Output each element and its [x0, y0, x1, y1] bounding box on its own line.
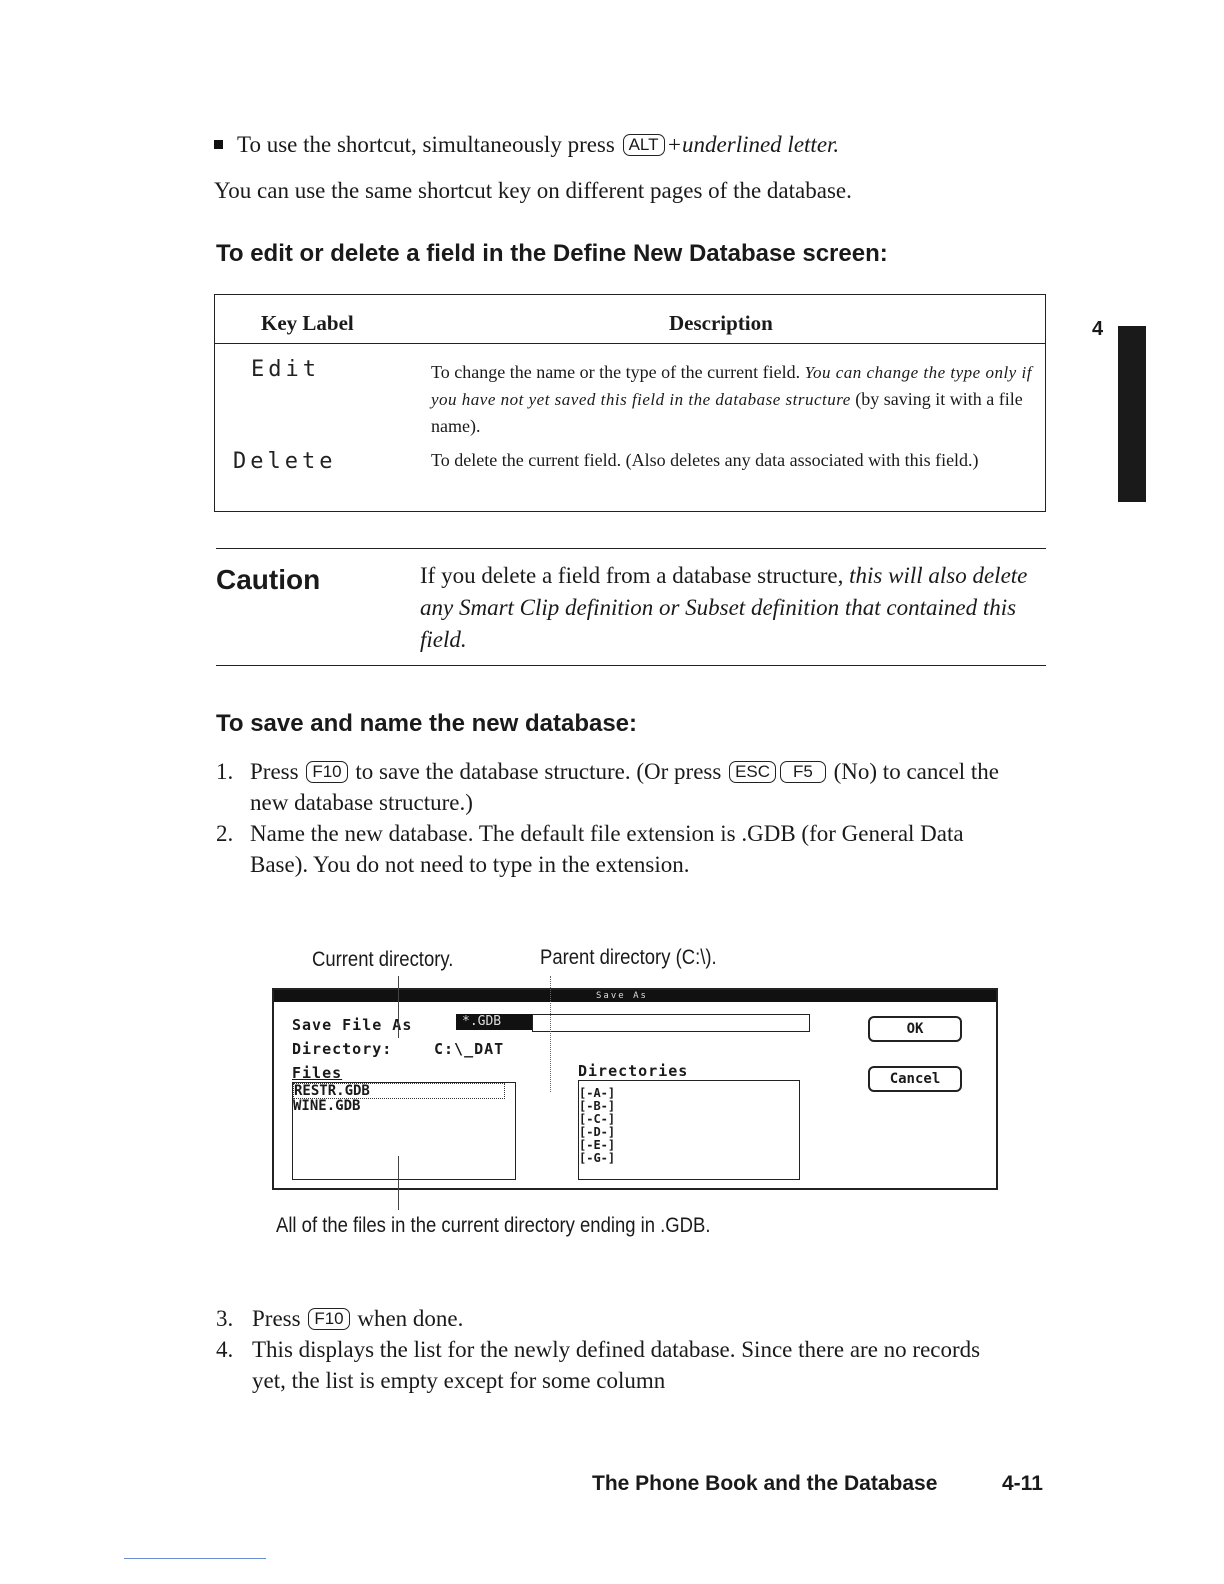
edit-key-label: Edit	[251, 357, 320, 382]
current-directory-leader	[398, 976, 399, 1038]
caution-text-italic: this will also delete any Smart Clip definition or Subset definition that contained this field.	[420, 563, 1028, 652]
cancel-button[interactable]: Cancel	[868, 1066, 962, 1092]
directory-item[interactable]: [-G-]	[579, 1151, 616, 1165]
caution-label: Caution	[216, 564, 321, 595]
directories-listbox[interactable]	[578, 1080, 800, 1180]
step-1	[216, 756, 1016, 818]
parent-directory-leader	[550, 976, 551, 1092]
shortcut-paragraph: You can use the same shortcut key on different pages of the database.	[214, 178, 852, 203]
footer-scan-line	[124, 1558, 266, 1559]
edit-desc-italic: You can change the type only if you have not yet saved this field in the database structure	[431, 363, 1032, 409]
file-item[interactable]: RESTR.GDB	[293, 1083, 505, 1099]
shortcut-bullet	[214, 129, 1054, 160]
dialog-title: Save As	[596, 991, 648, 1001]
col-key-label: Key Label	[261, 311, 354, 335]
caution-text-plain: If you delete a field from a database structure,	[420, 563, 844, 588]
directory-item[interactable]: [-A-]	[579, 1086, 616, 1100]
table-header-divider	[215, 343, 1045, 344]
chapter-tab-marker	[1118, 326, 1146, 502]
step-3-number: 3.	[216, 1306, 234, 1331]
step-2-number: 2.	[216, 821, 234, 846]
directories-label: Directories	[578, 1062, 689, 1080]
delete-description: To delete the current field. (Also deletes any data associated with this field.)	[431, 450, 979, 470]
step-4-number: 4.	[216, 1337, 234, 1362]
edit-description	[431, 359, 1041, 439]
directory-item[interactable]: [-B-]	[579, 1099, 616, 1113]
bullet-icon	[214, 140, 223, 149]
file-item[interactable]: WINE.GDB	[293, 1098, 361, 1114]
col-description: Description	[669, 311, 773, 335]
save-as-dialog	[272, 988, 998, 1190]
files-leader	[398, 1156, 399, 1210]
step-4-text: This displays the list for the newly defined database. Since there are no records yet, the list is empty except for some column	[252, 1337, 981, 1393]
step-2-text: Name the new database. The default file extension is .GDB (for General Data Base). You do not need to type in the extension.	[250, 821, 964, 877]
files-listbox[interactable]	[292, 1082, 516, 1180]
bullet-suffix: +underlined letter.	[666, 132, 840, 157]
step-3-pre: Press	[252, 1306, 301, 1331]
callout-parent-directory: Parent directory (C:\).	[540, 946, 717, 969]
step-3	[216, 1303, 1016, 1334]
callout-current-directory: Current directory.	[312, 948, 454, 971]
step-2	[216, 818, 1016, 880]
step-3-post: when done.	[357, 1306, 464, 1331]
directory-label: Directory:	[292, 1040, 393, 1058]
footer-page-number: 4-11	[1002, 1472, 1043, 1495]
save-heading: To save and name the new database:	[216, 710, 638, 737]
files-label: Files	[292, 1064, 343, 1082]
edit-desc-plain: To change the name or the type of the current field.	[431, 362, 801, 382]
save-file-as-input[interactable]: *.GDB	[456, 1014, 532, 1030]
bullet-text: To use the shortcut, simultaneously press	[237, 132, 615, 157]
f10-key: F10	[306, 761, 347, 783]
directory-item[interactable]: [-C-]	[579, 1112, 616, 1126]
footer-title: The Phone Book and the Database	[592, 1472, 938, 1495]
caution-top-rule	[216, 548, 1046, 549]
save-file-as-label: Save File As	[292, 1016, 413, 1034]
alt-key: ALT	[623, 134, 665, 156]
chapter-number: 4	[1092, 318, 1104, 340]
f5-key: F5	[780, 761, 826, 783]
directory-item[interactable]: [-D-]	[579, 1125, 616, 1139]
edit-desc-plain-2: (by saving it with a file name).	[431, 389, 1023, 436]
delete-key-label: Delete	[233, 449, 337, 474]
step-4	[216, 1334, 1016, 1396]
step-1-mid: to save the database structure. (Or press	[355, 759, 722, 784]
f10-key: F10	[308, 1308, 349, 1330]
save-file-as-field[interactable]	[532, 1014, 810, 1032]
edit-heading: To edit or delete a field in the Define New Database screen:	[216, 240, 888, 267]
step-1-number: 1.	[216, 759, 234, 784]
callout-files: All of the files in the current directory ending in .GDB.	[276, 1214, 711, 1237]
step-1-pre: Press	[250, 759, 299, 784]
esc-key: ESC	[729, 761, 776, 783]
step-1-post: (No) to cancel the new database structure.)	[250, 759, 1000, 815]
ok-button[interactable]: OK	[868, 1016, 962, 1042]
key-label-table	[214, 294, 1046, 512]
caution-bottom-rule	[216, 665, 1046, 666]
directory-value: C:\_DAT	[434, 1040, 505, 1058]
directory-item[interactable]: [-E-]	[579, 1138, 616, 1152]
caution-text	[420, 560, 1030, 656]
